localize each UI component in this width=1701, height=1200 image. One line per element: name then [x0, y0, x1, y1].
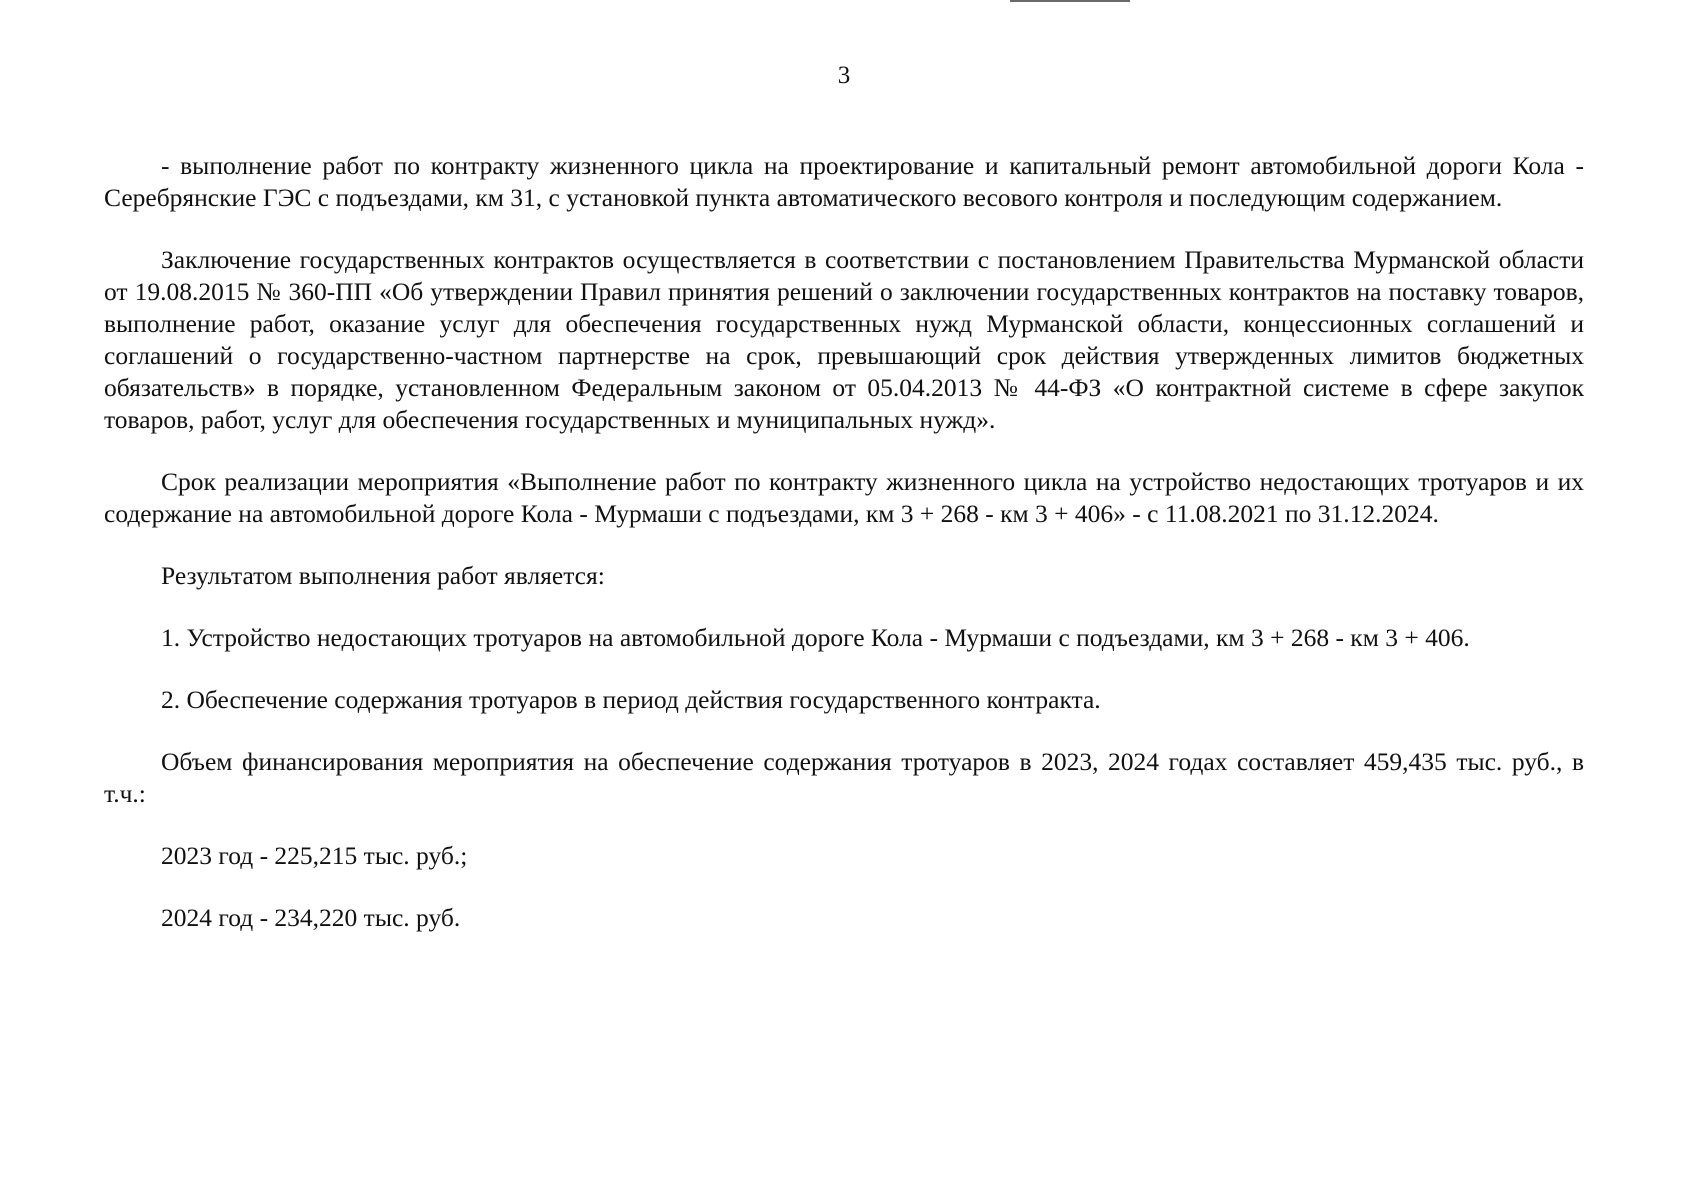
paragraph-result-item-1: 1. Устройство недостающих тротуаров на автомобильной дороге Кола - Мурмаши с подъездами, км 3 + 268 - км 3 + 406. [161, 623, 1470, 652]
paragraph-contract-basis: Заключение государственных контрактов осуществляется в соответствии с постановлением Правительства Мурманской области от 19.08.2015 № 360-ПП «Об утверждении Правил принятия решений о заключении государственных контрактов на поставку товаров, выполнение работ, оказание услуг для обеспечения государственных нужд Мурманской области, концессионных соглашений и соглашений о государственно-частном партнерстве на срок, превышающий срок действия утвержденных лимитов бюджетных обязательств» в порядке, установленном Федеральным законом от 05.04.2013 № 44-ФЗ «О контрактной системе в сфере закупок товаров, работ, услуг для обеспечения государственных и муниципальных нужд». [104, 245, 1584, 434]
document-body [104, 150, 1584, 934]
paragraph-funding-volume: Объем финансирования мероприятия на обеспечение содержания тротуаров в 2023, 2024 годах составляет 459,435 тыс. руб., в т.ч.: [104, 747, 1584, 808]
top-rule [1010, 0, 1130, 2]
paragraph-result-item-2: 2. Обеспечение содержания тротуаров в период действия государственного контракта. [161, 685, 1101, 714]
paragraph-result-heading: Результатом выполнения работ является: [161, 561, 605, 590]
paragraph-funding-2024: 2024 год - 234,220 тыс. руб. [161, 903, 461, 932]
paragraph-implementation-period: Срок реализации мероприятия «Выполнение работ по контракту жизненного цикла на устройство недостающих тротуаров и их содержание на автомобильной дороге Кола - Мурмаши с подъездами, км 3 + 268 - км 3 + 406» - с 11.08.2021 по 31.12.2024. [104, 467, 1584, 528]
paragraph-funding-2023: 2023 год - 225,215 тыс. руб.; [161, 841, 468, 870]
page-number: 3 [837, 62, 851, 89]
paragraph-contract-item: - выполнение работ по контракту жизненного цикла на проектирование и капитальный ремонт автомобильной дороги Кола - Серебрянские ГЭС с подъездами, км 31, с установкой пункта автоматического весового контроля и последующим содержанием. [104, 151, 1584, 212]
